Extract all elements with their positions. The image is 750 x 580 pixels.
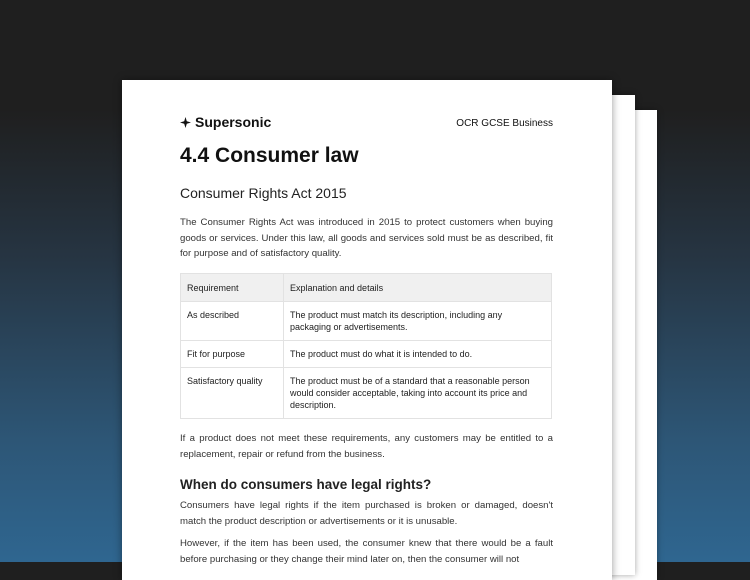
- course-label: OCR GCSE Business: [456, 118, 553, 129]
- table-header-cell: Requirement: [181, 274, 284, 302]
- table-cell: The product must be of a standard that a reasonable person would consider acceptable, taking into account its price and description.: [284, 368, 552, 419]
- section-heading: When do consumers have legal rights?: [180, 477, 432, 492]
- section-subtitle: Consumer Rights Act 2015: [180, 185, 347, 201]
- table-cell: Fit for purpose: [181, 341, 284, 368]
- however-paragraph: However, if the item has been used, the consumer knew that there would be a fault before purchasing or they change their mind later on, then the consumer will not: [180, 538, 553, 565]
- table-row: [181, 368, 552, 419]
- page-title: 4.4 Consumer law: [180, 144, 359, 167]
- supersonic-logo: [180, 114, 271, 130]
- table-cell: As described: [181, 302, 284, 341]
- table-header-cell: Explanation and details: [284, 274, 552, 302]
- document-page: [122, 80, 612, 580]
- table-row: [181, 341, 552, 368]
- logo-text: Supersonic: [195, 114, 272, 130]
- requirements-table: [180, 273, 552, 419]
- sparkle-icon: [180, 117, 191, 128]
- table-cell: The product must match its description, including any packaging or advertisements.: [284, 302, 552, 341]
- table-row: [181, 302, 552, 341]
- table-header-row: [181, 274, 552, 302]
- table-cell: Satisfactory quality: [181, 368, 284, 419]
- rights-paragraph: Consumers have legal rights if the item purchased is broken or damaged, doesn't match the product description or advertisements or it is unusable.: [180, 500, 553, 527]
- after-table-paragraph: If a product does not meet these requirements, any customers may be entitled to a replacement, repair or refund from the business.: [180, 433, 553, 460]
- intro-paragraph: The Consumer Rights Act was introduced in 2015 to protect customers when buying goods or services. Under this law, all goods and services sold must be as described, fit for purpose and of satisfactory quality.: [180, 217, 553, 259]
- table-cell: The product must do what it is intended to do.: [284, 341, 552, 368]
